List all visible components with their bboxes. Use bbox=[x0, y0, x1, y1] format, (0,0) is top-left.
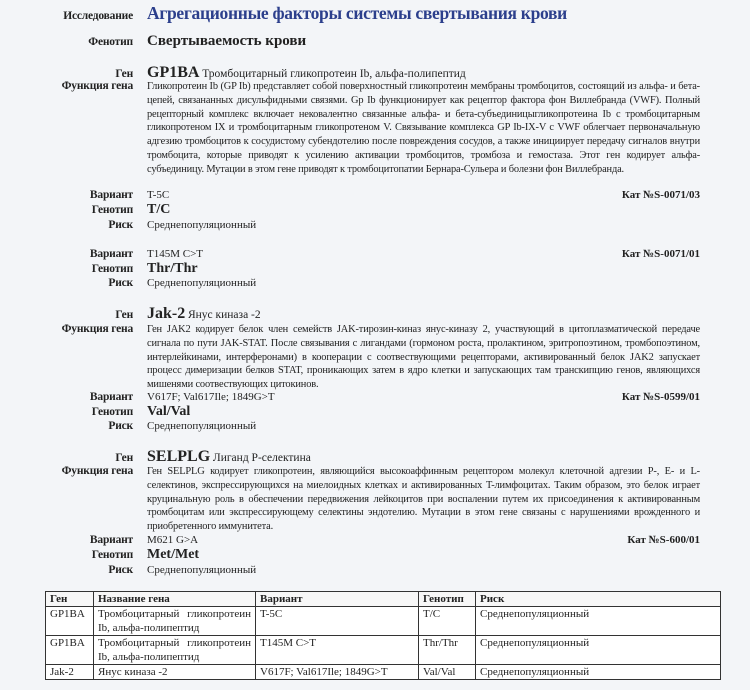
table-cell: GP1BA bbox=[46, 636, 94, 665]
variant-label: Вариант bbox=[89, 189, 133, 201]
risk-row bbox=[0, 564, 750, 576]
variant-value: V617F; Val617Ile; 1849G>T bbox=[147, 391, 275, 403]
table-header-row bbox=[46, 592, 721, 607]
table-cell: T/C bbox=[419, 607, 476, 636]
genotype-value: Thr/Thr bbox=[147, 261, 198, 276]
variant-row bbox=[0, 189, 750, 201]
function-label: Функция гена bbox=[61, 465, 133, 477]
gene-function-text: Ген SELPLG кодирует гликопротеин, являющийся высокоаффинным рецептором молекул клеточной адгезии P-, E- и L-селектинов, экспрессирующихся на миелоидных клетках и активированных T-лимфоцитах. Таким образом, это белок играет круцинальную роль в обеспечении передвижения лейкоцитов при воспалении путем их присоединения к активированным тромбоцитам или экспрессирующему селектины эндотелию. Мутации в этом гене связаны с нарушениями врожденного и приобретенного иммунитета. bbox=[147, 466, 700, 533]
variant-value: M621 G>A bbox=[147, 534, 199, 546]
risk-label: Риск bbox=[108, 277, 133, 289]
catalog-number: Кат №S-0071/03 bbox=[621, 189, 700, 201]
gene-symbol: SELPLG bbox=[147, 448, 211, 465]
genotype-label: Генотип bbox=[91, 204, 133, 216]
variant-label: Вариант bbox=[89, 248, 133, 260]
table-row bbox=[46, 636, 721, 665]
table-cell: Среднепопуляционный bbox=[476, 636, 721, 665]
table-cell: Среднепопуляционный bbox=[476, 607, 721, 636]
gene-symbol: Jak-2 bbox=[147, 305, 186, 322]
risk-row bbox=[0, 420, 750, 432]
risk-label: Риск bbox=[108, 564, 133, 576]
gene-name: Тромбоцитарный гликопротеин Ib, альфа-полипептид bbox=[202, 68, 466, 80]
variant-value: T-5C bbox=[147, 189, 170, 201]
study-title: Агрегационные факторы системы свертывания крови bbox=[147, 3, 567, 23]
genotype-row bbox=[0, 404, 750, 420]
variant-row bbox=[0, 534, 750, 546]
table-cell: T145M C>T bbox=[256, 636, 419, 665]
phenotype-value: Свертываемость крови bbox=[147, 33, 307, 49]
genotype-label: Генотип bbox=[91, 549, 133, 561]
gene-name: Янус киназа -2 bbox=[187, 309, 261, 321]
gene-label: Ген bbox=[115, 68, 133, 80]
genotype-label: Генотип bbox=[91, 263, 133, 275]
table-cell: Среднепопуляционный bbox=[476, 665, 721, 680]
table-cell: Jak-2 bbox=[46, 665, 94, 680]
table-cell: Янус киназа -2 bbox=[94, 665, 256, 680]
gene-label: Ген bbox=[115, 452, 133, 464]
gene-function-text: Гликопротеин Ib (GP Ib) представляет собой поверхностный гликопротеин мембраны тромбоцитов, состоящий из альфа- и бета-цепей, связананных дисульфидными связями. Gp Ib функционирует как рецептор фактора фон Виллебранда (VWF). Полный рецепторный комплекс включает нековалентно связанные альфа- и бета-субъединицыгликопротеина Ib с тромбоцитарным гликопротеном IX и тромбоцитарным гликопротеном V. Связывание комплекса GP Ib-IX-V с VWF облегчает первоначальную адгезию тромбоцитов к сосудистому субендотелию после повреждения сосудов, а также инициирует передачу сигналов внутри тромбоцита, которые приводят к усилению активации тромбоцитов, тромбоза и гемостаза. Этот ген кодирует альфа-субъединицу. Мутации в этом гене приводят к тромбоцитопатии Бернара-Сульера и болезни фон Виллебранда. bbox=[147, 81, 700, 175]
column-header: Название гена bbox=[94, 592, 256, 607]
variant-label: Вариант bbox=[89, 391, 133, 403]
table-cell: Тромбоцитарный гликопротеин Ib, альфа-полипептид bbox=[94, 607, 256, 636]
gene-label: Ген bbox=[115, 309, 133, 321]
table-cell: Thr/Thr bbox=[419, 636, 476, 665]
table-cell: Val/Val bbox=[419, 665, 476, 680]
function-label: Функция гена bbox=[61, 80, 133, 92]
gene-row bbox=[0, 305, 750, 323]
table-row bbox=[46, 665, 721, 680]
catalog-number: Кат №S-600/01 bbox=[627, 534, 700, 546]
risk-label: Риск bbox=[108, 420, 133, 432]
variant-row bbox=[0, 248, 750, 260]
risk-value: Среднепопуляционный bbox=[147, 420, 257, 432]
genotype-row bbox=[0, 202, 750, 218]
study-label: Исследование bbox=[63, 10, 133, 22]
genotype-row bbox=[0, 261, 750, 277]
table-cell: T-5C bbox=[256, 607, 419, 636]
genotype-label: Генотип bbox=[91, 406, 133, 418]
variant-row bbox=[0, 391, 750, 403]
study-row bbox=[0, 3, 750, 24]
table-cell: GP1BA bbox=[46, 607, 94, 636]
risk-row bbox=[0, 277, 750, 289]
function-label: Функция гена bbox=[61, 323, 133, 335]
variant-label: Вариант bbox=[89, 534, 133, 546]
table-cell: V617F; Val617Ile; 1849G>T bbox=[256, 665, 419, 680]
gene-symbol: GP1BA bbox=[147, 64, 200, 81]
phenotype-row bbox=[0, 33, 750, 50]
table-row bbox=[46, 607, 721, 636]
gene-row bbox=[0, 448, 750, 466]
risk-value: Среднепопуляционный bbox=[147, 219, 257, 231]
genotype-value: T/C bbox=[147, 202, 171, 217]
risk-label: Риск bbox=[108, 219, 133, 231]
catalog-number: Кат №S-0071/01 bbox=[621, 248, 700, 260]
risk-value: Среднепопуляционный bbox=[147, 277, 257, 289]
column-header: Вариант bbox=[256, 592, 419, 607]
risk-value: Среднепопуляционный bbox=[147, 564, 257, 576]
genotype-row bbox=[0, 547, 750, 563]
column-header: Генотип bbox=[419, 592, 476, 607]
summary-table bbox=[45, 591, 721, 680]
table-cell: Тромбоцитарный гликопротеин Ib, альфа-полипептид bbox=[94, 636, 256, 665]
phenotype-label: Фенотип bbox=[88, 36, 133, 48]
column-header: Риск bbox=[476, 592, 721, 607]
column-header: Ген bbox=[46, 592, 94, 607]
genotype-value: Val/Val bbox=[147, 404, 191, 419]
catalog-number: Кат №S-0599/01 bbox=[621, 391, 700, 403]
gene-function-text: Ген JAK2 кодирует белок член семейств JAK-тирозин-киназ янус-киназу 2, участвующий в цитоплазматической передаче сигнала по пути JAK-STAT. После связывания с лигандами (гормоном роста, пролактином, эритропоэтином, тромбопоэтином, интерлейкинами, интерферонами) в кооперации с соотвествующими рецепторами, активированный белок JAK2 запускает процесс димеризации белков STAT, проникающих затем в ядро клетки и запускающих там транскипцию генов, являющихся мишенями соотвествующих цитокинов. bbox=[147, 324, 700, 391]
genotype-value: Met/Met bbox=[147, 547, 200, 562]
risk-row bbox=[0, 219, 750, 231]
gene-name: Лиганд P-селектина bbox=[212, 452, 311, 464]
variant-value: T145M C>T bbox=[147, 248, 204, 260]
